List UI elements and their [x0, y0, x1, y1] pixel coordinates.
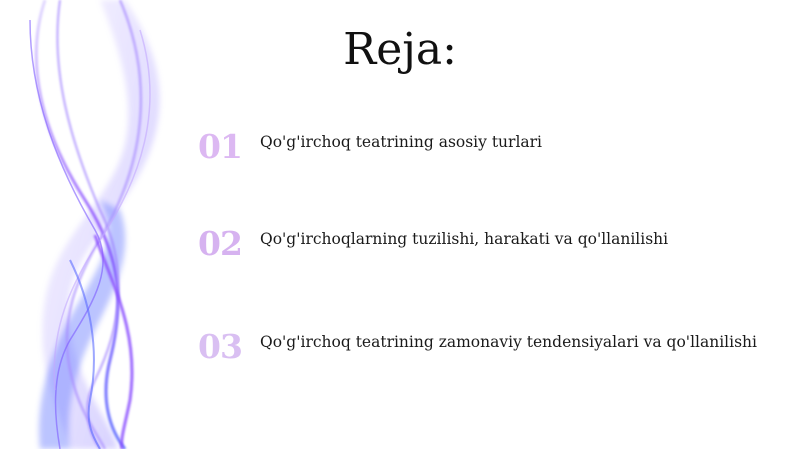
agenda-item-text: Qo'g'irchoq teatrining asosiy turlari	[260, 133, 543, 151]
decorative-smoke-ribbon	[0, 0, 200, 449]
agenda-item	[198, 224, 788, 264]
agenda-item-number: 01	[198, 127, 242, 166]
agenda-item	[198, 327, 788, 367]
agenda-item	[198, 127, 788, 167]
slide-title: Reja:	[343, 24, 457, 75]
agenda-item-text: Qo'g'irchoq teatrining zamonaviy tendensiyalari va qo'llanilishi	[260, 333, 757, 351]
agenda-item-number: 02	[198, 224, 242, 263]
agenda-item-text: Qo'g'irchoqlarning tuzilishi, harakati va qo'llanilishi	[260, 230, 669, 248]
agenda-item-number: 03	[198, 327, 242, 366]
